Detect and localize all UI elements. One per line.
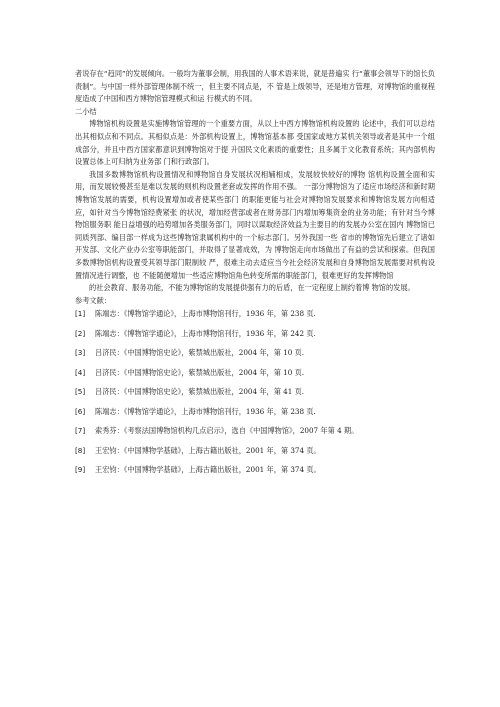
reference-text: 吕济民：《中国博物馆史论》，紫禁城出版社，2004 年，第 10 页. xyxy=(95,367,305,377)
reference-item xyxy=(75,445,435,457)
paragraph-analysis: 我国多数博物馆机构设置情况和博物馆自身发展状况相辅相成，发展较快较好的博物 馆机构设置全面和实用，而发展较慢甚至是难以发展的则机构设置老套或发挥的作用不强。 一部分博物馆为了适应市场经济和新时期博物馆发展的需要，机构设置增加或者使某些部门 的职能更能与社会对博物馆发展要求和博物馆发展方向相适应，如针对当今博物馆经费紧张 的状况，增加经营部或者在财务部门内增加筹集资金的业务功能；有针对当今博物馆服务职 能日益增强的趋势增加各类服务部门，同时以谋取经济效益为主要目的的发展办公室在国内 博物馆已同质列部、编目部一样成为这些博物馆隶属机构中的一个标志部门。另外我国一些 省市的博物馆先后建立了诸如开发部、文化产业办公室等职能部门，并取得了显著成效，为 博物馆走向市场做出了有益的尝试和探索。但我国多数博物馆机构设置受其领导部门限制较 严，很难主动去适应当今社会经济发展和自身博物馆发展需要对机构设置情况进行调整，也 不能随便增加一些适应博物馆角色转变所需的职能部门，很难更好的发挥博物馆 xyxy=(75,169,435,280)
reference-number: [8] xyxy=(75,445,86,455)
reference-item xyxy=(75,328,435,340)
references-list xyxy=(75,308,435,476)
reference-number: [5] xyxy=(75,387,86,397)
section-heading: 二小结 xyxy=(75,106,97,116)
reference-number: [6] xyxy=(75,406,86,416)
reference-text: 王宏钧：《中国博物学基础》，上海古籍出版社，2001 年，第 374 页。 xyxy=(95,465,321,475)
paragraph-intro: 者说存在“趋同”的发展倾向。一般均为董事会制，用我国的人事术语来说，就是普遍实 行“董事会领导下的馆长负责制”。与中国一样外部管理体制不统一，但主要不同点是，不 管是上级领导，还是地方管理，对博物馆的重视程度造成了中国和西方博物馆管理模式和运 行模式的不同。 xyxy=(75,69,435,104)
reference-text: 索秀芬：《考察法国博物馆机构几点启示》，选自《中国博物馆》，2007 年第 4 期。 xyxy=(95,426,359,436)
reference-number: [2] xyxy=(75,328,86,338)
reference-text: 陈端志：《博物馆学通论》，上海市博物馆刊行，1936 年，第 238 页. xyxy=(95,406,316,416)
paragraph-conclusion: 的社会教育、服务功能，不能为博物馆的发展提供强有力的后盾，在一定程度上制约着博 物馆的发展。 xyxy=(89,283,415,293)
reference-text: 陈端志：《博物馆学通论》，上海市博物馆刊行，1936 年，第 242 页. xyxy=(95,328,316,338)
reference-number: [4] xyxy=(75,367,86,377)
reference-text: 吕济民：《中国博物馆史论》，紫禁城出版社，2004 年，第 10 页. xyxy=(95,348,305,358)
reference-item xyxy=(75,347,435,359)
reference-number: [7] xyxy=(75,426,86,436)
reference-number: [3] xyxy=(75,348,86,358)
reference-item xyxy=(75,367,435,379)
reference-number: [1] xyxy=(75,309,86,319)
paragraph-summary: 博物馆机构设置是实施博物馆管理的一个重要方面，从以上中西方博物馆机构设置的 论述中，我们可以总结出其相似点和不同点。其相似点是：外部机构设置上，博物馆基本都 受国家或地方某机关领导或者是其中一个组成部分，并且中西方国家都意识到博物馆对于提 升国民文化素质的重要性；且多属于文化教育系统；其内部机构设置总体上可归纳为业务部 门和行政部门。 xyxy=(75,119,435,167)
reference-text: 吕济民：《中国博物馆史论》，紫禁城出版社，2004 年，第 41 页. xyxy=(95,387,305,397)
reference-item xyxy=(75,386,435,398)
reference-item xyxy=(75,464,435,476)
document-body xyxy=(75,68,435,476)
reference-text: 王宏钧：《中国博物学基础》，上海古籍出版社，2001 年，第 374 页。 xyxy=(95,445,321,455)
reference-item xyxy=(75,308,435,320)
reference-number: [9] xyxy=(75,465,86,475)
reference-item xyxy=(75,406,435,418)
reference-item xyxy=(75,425,435,437)
reference-text: 陈端志：《博物馆学通论》，上海市博物馆刊行，1936 年，第 238 页. xyxy=(95,309,316,319)
references-heading: 参考文献： xyxy=(75,295,111,305)
